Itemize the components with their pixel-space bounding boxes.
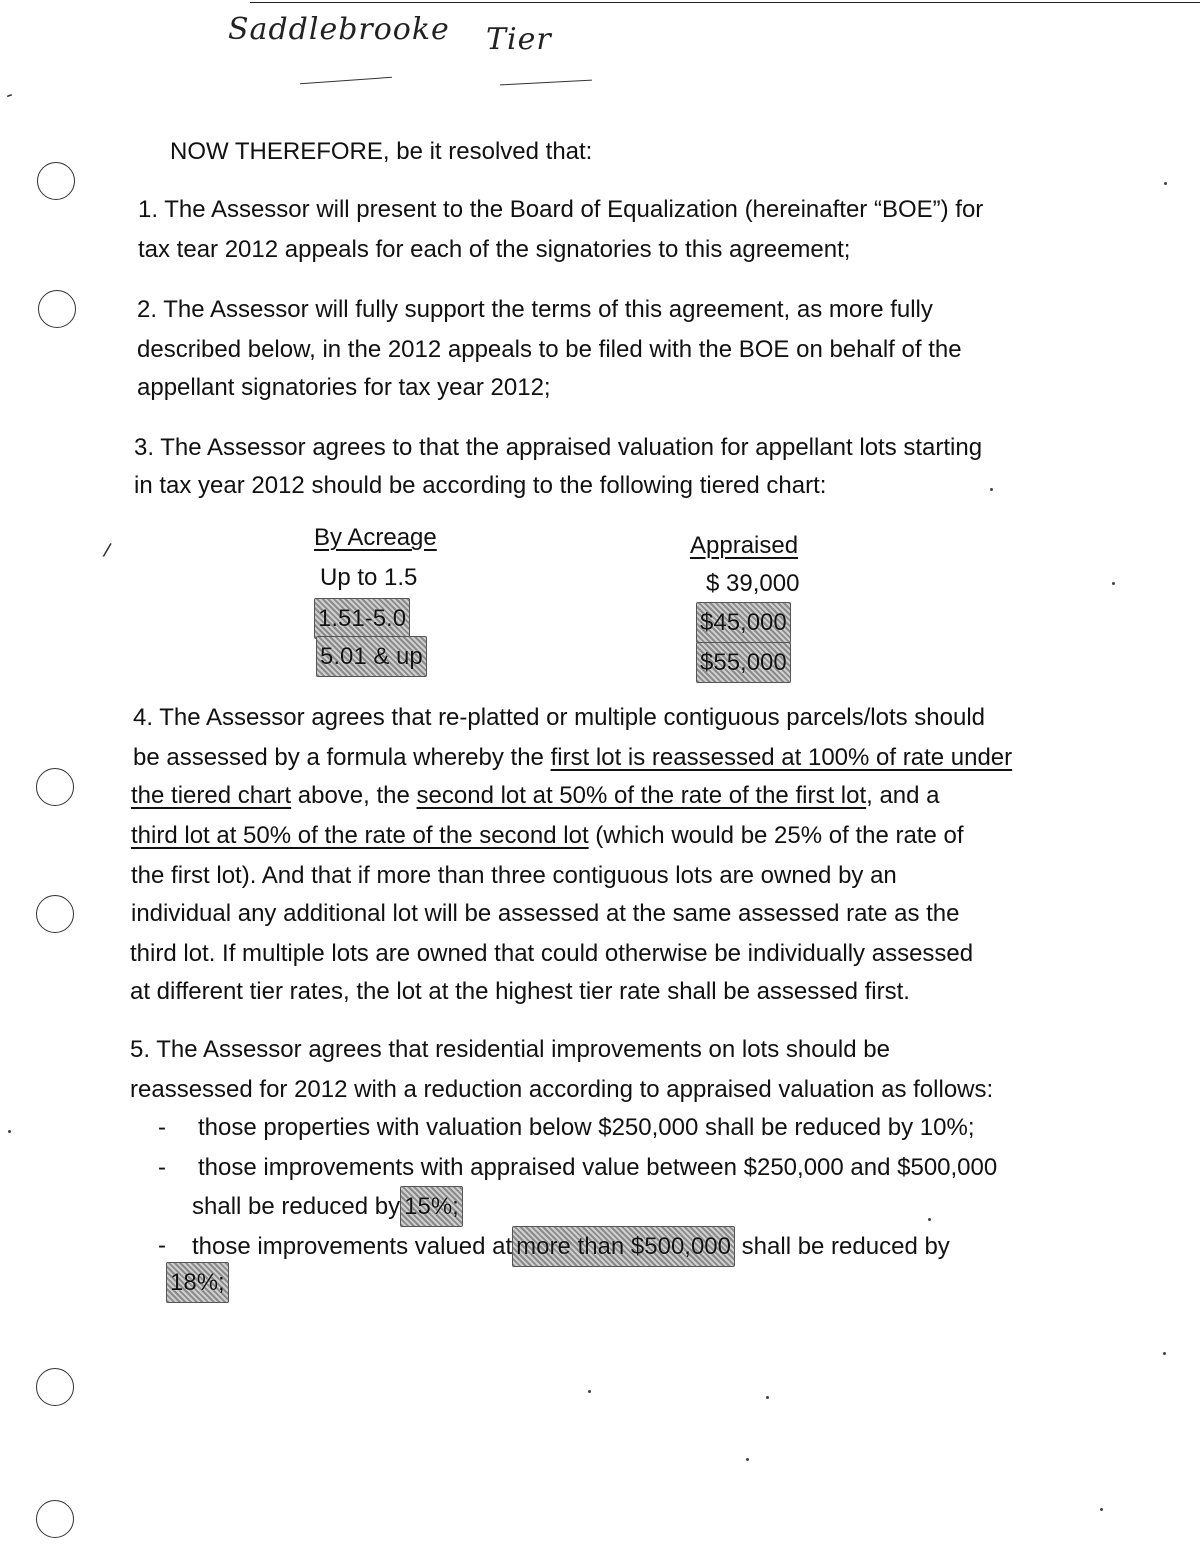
redacted-value: more than $500,000	[512, 1226, 735, 1267]
item5-line: 5. The Assessor agrees that residential improvements on lots should be	[130, 1036, 890, 1063]
speck	[1112, 582, 1115, 585]
table-cell-appraised	[696, 602, 791, 643]
item2-line: appellant signatories for tax year 2012;	[137, 374, 551, 401]
redacted-value: 5.01 & up	[316, 636, 427, 677]
speck	[1164, 182, 1167, 185]
binder-hole	[38, 290, 76, 328]
table-cell-appraised: $ 39,000	[706, 570, 800, 597]
table-cell-acreage	[316, 636, 427, 677]
binder-hole	[36, 1500, 74, 1538]
table-cell-acreage	[314, 598, 410, 639]
stray-mark: ‐	[2, 83, 17, 107]
item1-line: 1. The Assessor will present to the Board of Equalization (hereinafter “BOE”) for	[138, 196, 984, 223]
speck	[766, 1396, 769, 1399]
table-cell-appraised	[696, 642, 791, 683]
item4-line	[131, 816, 964, 855]
item4-line: 4. The Assessor agrees that re-platted or multiple contiguous parcels/lots should	[133, 704, 986, 731]
bullet-dash: -	[158, 1154, 166, 1181]
bullet-item: those properties with valuation below $250,000 shall be reduced by 10%;	[198, 1114, 975, 1141]
table-header-appraised: Appraised	[690, 532, 799, 559]
item4-line	[131, 776, 940, 815]
bullet-item-continued	[192, 1186, 463, 1227]
speck	[746, 1458, 749, 1461]
item3-line: 3. The Assessor agrees to that the appraised valuation for appellant lots starting	[134, 434, 983, 461]
item4-text: above, the	[291, 782, 417, 809]
intro-text: NOW THEREFORE, be it resolved that:	[170, 138, 593, 165]
handwritten-underline-right	[500, 80, 592, 86]
speck	[588, 1390, 591, 1393]
item4-text: , and a	[866, 782, 940, 809]
item2-line: 2. The Assessor will fully support the terms of this agreement, as more fully	[137, 296, 933, 323]
bullet-item: those improvements with appraised value between $250,000 and $500,000	[198, 1154, 998, 1181]
bullet-text: shall be reduced by	[735, 1233, 950, 1260]
bullet-item	[192, 1226, 950, 1267]
handwritten-note-left: Saddlebrooke	[228, 12, 450, 47]
binder-hole	[37, 162, 75, 200]
item4-line: individual any additional lot will be assessed at the same assessed rate as the	[131, 900, 960, 927]
item4-underlined-text: first lot is reassessed at 100% of rate under	[550, 744, 1013, 771]
redacted-value: $55,000	[696, 642, 791, 683]
table-cell-acreage: Up to 1.5	[320, 564, 418, 591]
speck	[1163, 1352, 1166, 1355]
item4-line	[133, 738, 1012, 777]
item4-underlined-text: third lot at 50% of the rate of the second lot	[131, 822, 589, 849]
item4-underlined-text: the tiered chart	[131, 782, 292, 809]
bullet-item-continued	[166, 1262, 229, 1303]
speck	[1100, 1508, 1103, 1511]
bullet-text: shall be reduced by	[192, 1193, 401, 1220]
handwritten-underline-left	[300, 77, 392, 84]
binder-hole	[36, 895, 74, 933]
item2-line: described below, in the 2012 appeals to be filed with the BOE on behalf of the	[137, 336, 962, 363]
item4-text: be assessed by a formula whereby the	[133, 744, 551, 771]
redacted-value: 15%;	[400, 1186, 463, 1227]
handwritten-note-right: Tier	[486, 22, 552, 57]
item1-line: tax tear 2012 appeals for each of the signatories to this agreement;	[138, 236, 851, 263]
top-border-line	[250, 2, 1200, 3]
speck	[928, 1218, 931, 1221]
binder-hole	[36, 1368, 74, 1406]
speck	[8, 1130, 11, 1133]
redacted-value: $45,000	[696, 602, 791, 643]
item4-underlined-text: second lot at 50% of the rate of the first lot	[416, 782, 867, 809]
bullet-text: those improvements valued at	[192, 1233, 513, 1260]
redacted-value: 18%;	[166, 1262, 229, 1303]
item4-line: at different tier rates, the lot at the highest tier rate shall be assessed first.	[130, 978, 910, 1005]
redacted-value: 1.51-5.0	[314, 598, 410, 639]
item4-line: the first lot). And that if more than three contiguous lots are owned by an	[131, 862, 897, 889]
binder-hole	[36, 768, 74, 806]
speck	[990, 488, 993, 491]
item4-text: (which would be 25% of the rate of	[588, 822, 964, 849]
item4-line: third lot. If multiple lots are owned that could otherwise be individually assessed	[130, 940, 974, 967]
table-header-acreage: By Acreage	[314, 524, 437, 551]
bullet-dash: -	[158, 1114, 166, 1141]
bullet-dash: -	[158, 1232, 166, 1259]
stray-mark: /	[101, 539, 113, 563]
item5-line: reassessed for 2012 with a reduction according to appraised valuation as follows:	[130, 1076, 994, 1103]
item3-line: in tax year 2012 should be according to the following tiered chart:	[134, 472, 827, 499]
